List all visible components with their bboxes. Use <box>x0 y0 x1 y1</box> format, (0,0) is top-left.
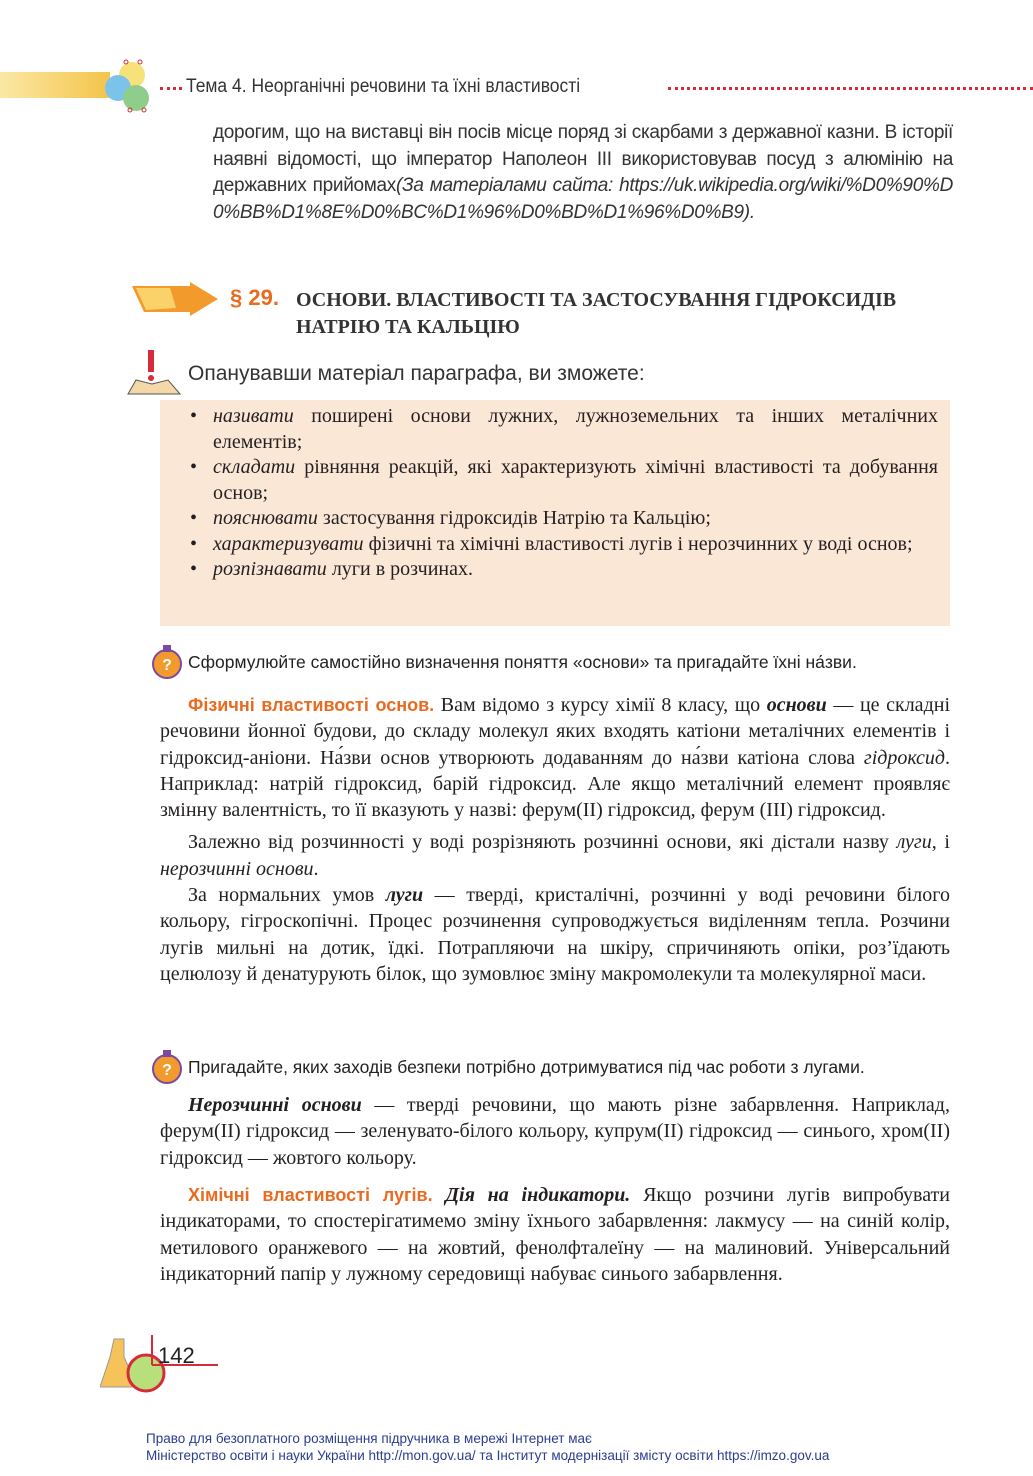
intro-paragraph <box>213 120 953 226</box>
footer-line: Міністерство освіти і науки України http://mon.gov.ua/ та Інститут модернізації змісту освіти https://imzo.gov.ua <box>146 1448 830 1463</box>
section-number: § 29. <box>230 285 279 310</box>
header-decoration <box>0 72 110 98</box>
goal-item: • пояснювати застосування гідроксидів Натрію та Кальцію; <box>190 506 938 532</box>
section-title <box>296 287 896 341</box>
goal-item: • розпізнавати луги в розчинах. <box>190 557 938 583</box>
insoluble-bases-paragraph: Нерозчинні основи — тверді речовини, що мають різне забарвлення. Наприклад, ферум(ІІ) гідроксид — зеленувато-білого кольору, купрум(ІІ) гідроксид — синього, хром(ІІ) гідроксид — жовтого кольору. <box>160 1094 950 1169</box>
goals-lead: Опанувавши матеріал параграфа, ви зможете: <box>188 362 645 385</box>
svg-text:?: ? <box>162 1062 172 1079</box>
chapter-title: Тема 4. Неорганічні речовини та їхні властивості <box>186 76 581 97</box>
book-arrow-icon <box>130 282 220 316</box>
svg-text:?: ? <box>162 657 172 674</box>
header-dots <box>160 87 182 90</box>
molecule-icon <box>96 58 162 114</box>
question-flask-icon <box>150 1050 184 1084</box>
question-flask-icon <box>150 645 184 679</box>
intro-source: (За матеріалами сайта: https://uk.wikipedia.org/wiki/%D0%90%D0%BB%D1%8E%D0%BC%D1%96%D0%BD%D1%96%D0%B9). <box>213 175 953 223</box>
section-title-line: НАТРІЮ ТА КАЛЬЦІЮ <box>296 316 520 338</box>
page-number: 142 <box>158 1343 195 1368</box>
goal-item: • характеризувати фізичні та хімічні властивості лугів і нерозчинних у воді основ; <box>190 532 938 558</box>
goals-box <box>160 400 950 626</box>
goal-item: • називати поширені основи лужних, лужноземельних та інших металічних елементів; <box>190 404 938 455</box>
chemical-properties-paragraph: Хімічні властивості лугів. Дія на індикатори. Якщо розчини лугів випробувати індикаторами, то спостерігатимемо зміну їхнього забарвлення: лакмусу — на синій колір, метилового оранжевого — на жовтий, фенолфталеїну — на малиновий. Універсальний індикаторний папір у лужному середовищі набуває синього забарвлення. <box>160 1184 950 1285</box>
question-prompt: Пригадайте, яких заходів безпеки потрібно дотримуватися під час роботи з лугами. <box>188 1057 865 1077</box>
question-prompt: Сформулюйте самостійно визначення поняття «основи» та пригадайте їхні на́зви. <box>188 652 857 672</box>
exclamation-book-icon <box>126 350 182 396</box>
physical-properties-section: Фізичні властивості основ. Вам відомо з курсу хімії 8 класу, що основи — це складні речовини йонної будови, до складу молекул яких входять катіони металічних елементів і гідроксид-аніони. На́зви основ утворюють додаванням до на́зви катіона слова гідроксид. Наприклад: натрій гідроксид, барій гідроксид. Але якщо металічний елемент проявляє змінну валентність, то її вказують у назві: ферум(ІІ) гідроксид, ферум (ІІІ) гідроксид. Залежно від розчинності у воді розрізняють розчинні основи, які дістали назву луги, і нерозчинні основи. За нормальних умов луги — тверді, кристалічні, розчинні у воді речовини білого кольору, гігроскопічні. Процес розчинення супроводжується виділенням тепла. Розчини лугів мильні на дотик, їдкі. Потрапляючи на шкіру, спричиняють опіки, роз’їдають целюлозу й денатурують білок, що зумовлює зміну макромолекули та молекулярної маси. <box>160 694 950 985</box>
header-dots <box>668 87 1033 90</box>
section-title-line: ОСНОВИ. ВЛАСТИВОСТІ ТА ЗАСТОСУВАННЯ ГІДРОКСИДІВ <box>296 289 897 311</box>
footer-line: Право для безоплатного розміщення підручника в мережі Інтернет має <box>146 1431 592 1446</box>
copyright-footer <box>146 1430 829 1464</box>
intro-text: дорогим, що на виставці він посів місце поряд зі скарбами з державної казни. В історії наявні відомості, що імператор Наполеон III використовував посуд з алюмінію на державних прийомах <box>213 122 953 196</box>
goal-item: • складати рівняння реакцій, які характеризують хімічні властивості та добування основ; <box>190 455 938 506</box>
